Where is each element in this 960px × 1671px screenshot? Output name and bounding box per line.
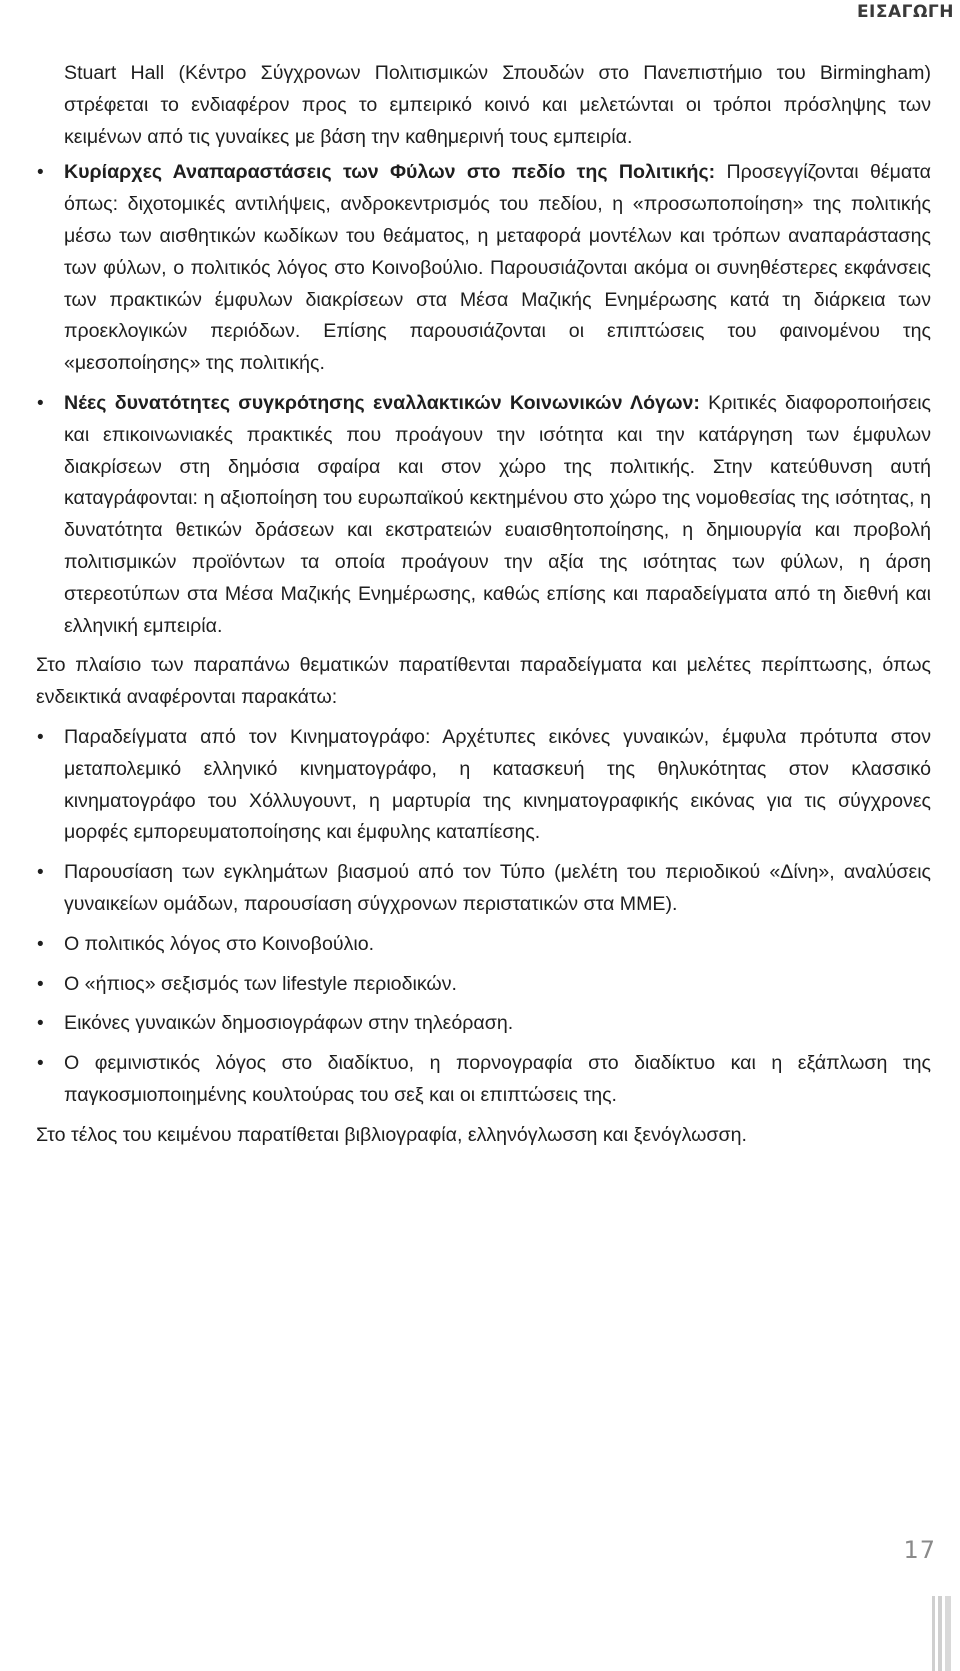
list-item — [36, 1008, 931, 1040]
list-item-text: Ο πολιτικός λόγος στο Κοινοβούλιο. — [64, 932, 375, 955]
bullet-text: Προσεγγίζονται θέματα όπως: διχοτομικές αντιλήψεις, ανδροκεντρισμός του πεδίου, η «προσωποποίηση» της πολιτικής μέσω των αισθητικών κωδίκων του θεάματος, η μεταφορά μοντέλων και τρόπων αναπαράστασης των φύλων, ο πολιτικός λόγος στο Κοινοβούλιο. Παρουσιάζονται ακόμα οι συνηθέστερες εκφάνσεις των πρακτικών έμφυλων διακρίσεων στα Μέσα Μαζικής Ενημέρωσης κατά τη διάρκεια των προεκλογικών περιόδων. Επίσης παρουσιάζονται οι επιπτώσεις του φαινομένου της «μεσοποίησης» της πολιτικής. — [64, 161, 931, 375]
list-item-text: Παραδείγματα από τον Κινηματογράφο: Αρχέτυπες εικόνες γυναικών, έμφυλα πρότυπα στον μεταπολεμικό ελληνικό κινηματογράφο, η κατασκευή της θηλυκότητας στον κλασσικό κινηματογράφο του Χόλλυγουντ, η μαρτυρία της κινηματογραφικής εικόνας για τις σύγχρονες μορφές εμπορευματοποίησης και έμφυλης καταπίεσης. — [64, 725, 931, 844]
intro-paragraph: Στο πλαίσιο των παραπάνω θεματικών παρατίθενται παραδείγματα και μελέτες περίπτωσης, όπως ενδεικτικά αναφέρονται παρακάτω: — [36, 654, 931, 709]
top-bullet-list — [36, 157, 931, 642]
edge-bar — [932, 1596, 935, 1671]
running-head-title: ΕΙΣΑΓΩΓΗ — [856, 2, 954, 22]
edge-bar — [938, 1596, 942, 1671]
bullet-lead: Νέες δυνατότητες συγκρότησης εναλλακτικών Κοινωνικών Λόγων: — [64, 391, 700, 414]
bullet-dot-icon: • — [37, 726, 44, 748]
bullet-item-political-representations — [36, 157, 931, 380]
bullet-lead: Κυρίαρχες Αναπαραστάσεις των Φύλων στο πεδίο της Πολιτικής: — [64, 161, 716, 184]
closing-paragraph: Στο τέλος του κειμένου παρατίθεται βιβλιογραφία, ελληνόγλωσση και ξενόγλωσση. — [36, 1123, 747, 1146]
edge-bar — [945, 1596, 951, 1671]
bullet-item-alternative-discourses — [36, 388, 931, 642]
list-item — [36, 722, 931, 849]
list-item — [36, 929, 931, 961]
bullet-dot-icon: • — [37, 1013, 44, 1035]
list-item — [36, 969, 931, 1001]
list-item-text: Εικόνες γυναικών δημοσιογράφων στην τηλεόραση. — [64, 1012, 514, 1035]
page-edge-decoration — [932, 1596, 952, 1671]
list-item-text: Ο «ήπιος» σεξισμός των lifestyle περιοδικών. — [64, 972, 457, 995]
bullet-dot-icon: • — [37, 862, 44, 884]
list-item-text: Ο φεμινιστικός λόγος στο διαδίκτυο, η πορνογραφία στο διαδίκτυο και η εξάπλωση της παγκοσμιοποιημένης κουλτούρας του σεξ και οι επιπτώσεις της. — [64, 1052, 931, 1106]
bullet-dot-icon: • — [37, 162, 44, 184]
continuation-paragraph: Stuart Hall (Κέντρο Σύγχρονων Πολιτισμικών Σπουδών στο Πανεπιστήμιο του Birmingham) στρέφεται το ενδιαφέρον προς το εμπειρικό κοινό και μελετώνται οι τρόποι πρόσληψης των κειμένων από τις γυναίκες με βάση την καθημερινή τους εμπειρία. — [64, 62, 931, 148]
bullet-dot-icon: • — [37, 1053, 44, 1075]
page-number: 17 — [903, 1536, 936, 1564]
page-body — [36, 58, 931, 1160]
example-bullet-list — [36, 722, 931, 1112]
list-item-text: Παρουσίαση των εγκλημάτων βιασμού από τον Τύπο (μελέτη του περιοδικού «Δίνη», αναλύσεις γυναικείων ομάδων, παρουσίαση σύγχρονων περιστατικών στα ΜΜΕ). — [64, 861, 931, 915]
bullet-dot-icon: • — [37, 933, 44, 955]
list-item — [36, 1048, 931, 1112]
bullet-text: Κριτικές διαφοροποιήσεις και επικοινωνιακές πρακτικές που προάγουν την ισότητα και την κατάργηση των έμφυλων διακρίσεων στη δημόσια σφαίρα και στον χώρο της πολιτικής. Στην κατεύθυνση αυτή καταγράφονται: η αξιοποίηση του ευρωπαϊκού κεκτημένου στο χώρο της νομοθεσίας της ισότητας, η δυνατότητα θετικών δράσεων και εκστρατειών ευαισθητοποίησης, η δημιουργία και προβολή πολιτισμικών προϊόντων τα οποία προάγουν την αξία της ισότητας των φύλων, η άρση στερεοτύπων στα Μέσα Μαζικής Ενημέρωσης, καθώς επίσης και παραδείγματα από τη διεθνή και ελληνική εμπειρία. — [64, 391, 931, 637]
bullet-dot-icon: • — [37, 973, 44, 995]
bullet-dot-icon: • — [37, 392, 44, 414]
list-item — [36, 857, 931, 921]
